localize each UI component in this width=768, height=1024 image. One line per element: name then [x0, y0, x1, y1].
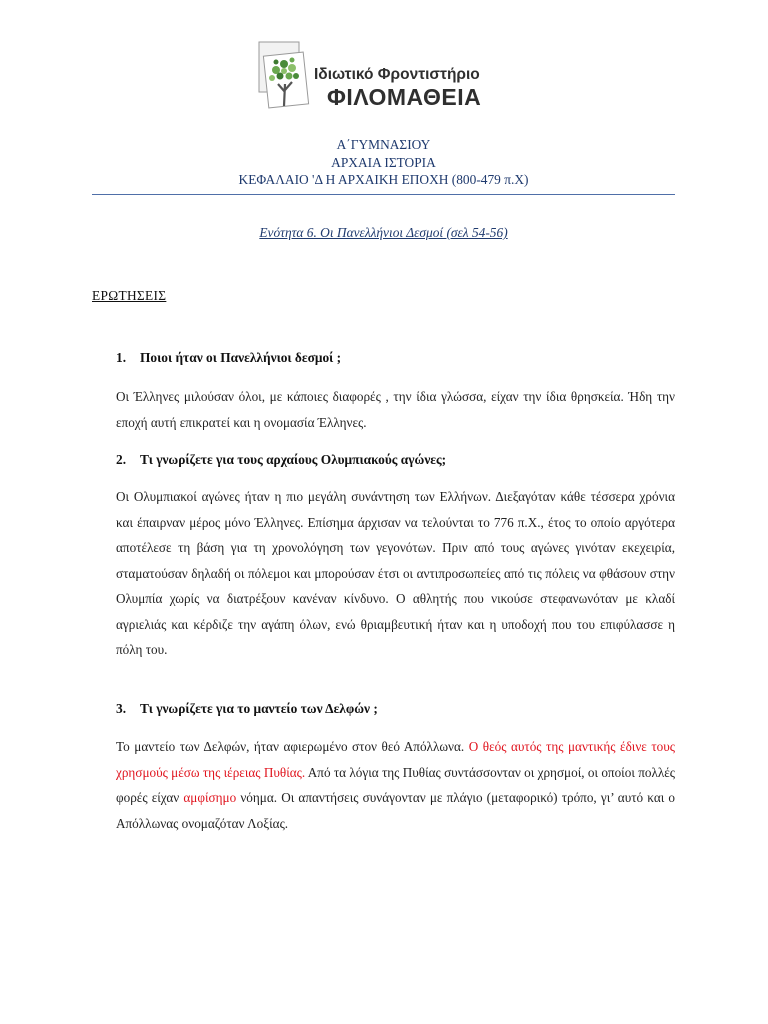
logo-title: ΦΙΛΟΜΑΘΕΙΑ: [327, 84, 482, 110]
question-number: 3.: [116, 701, 127, 716]
question-number: 1.: [116, 350, 127, 365]
question-text: Ποιοι ήταν οι Πανελλήνιοι δεσμοί ;: [140, 350, 342, 365]
class-line: Α΄ΓΥΜΝΑΣΙΟΥ: [336, 137, 431, 152]
question-text: Τι γνωρίζετε για το μαντείο των Δελφών ;: [140, 701, 378, 716]
answer-1: Οι Έλληνες μιλούσαν όλοι, με κάποιες διαφορές , την ίδια γλώσσα, είχαν την ίδια θρησκεία. Ήδη την εποχή αυτή επικρατεί και η ονομασία Έλληνες.: [116, 389, 675, 430]
document-header: [92, 136, 675, 189]
question-2: [116, 452, 446, 468]
answer-3: [116, 734, 675, 836]
highlighted-term: αμφίσημο: [183, 790, 237, 805]
school-logo: [256, 40, 536, 116]
tree-icon: [256, 40, 312, 116]
header-divider: [92, 194, 675, 195]
highlighted-text: Ο θεός αυτός της μαντικής έδινε τους χρησμούς μέσω της ιέρειας Πυθίας.: [116, 739, 675, 780]
unit-title: Ενότητα 6. Οι Πανελλήνιοι Δεσμοί (σελ 54-56): [259, 225, 508, 240]
answer-2: Οι Ολυμπιακοί αγώνες ήταν η πιο μεγάλη συνάντηση των Ελλήνων. Διεξαγόταν κάθε τέσσερα χρόνια και έπαιρναν μέρος μόνο Έλληνες. Επίσημα άρχισαν να τελούνται το 776 π.Χ., έτος το οποίο αργότερα αποτέλεσε τη βάση για τη χρονολόγηση των γεγονότων. Πριν από τους αγώνες γινόταν εκεχειρία, σταματούσαν δηλαδή οι πόλεμοι και μπορούσαν έτσι οι αντιπροσωπείες από τις πόλεις να φθάσουν στην Ολυμπία χωρίς να διατρέξουν κανέναν κίνδυνο. Ο αθλητής που νικούσε στεφανωνόταν με κλαδί αγριελιάς και κέρδιζε την αγάπη όλων, ενώ θριαμβευτική ήταν και η υποδοχή που του επιφύλασσε η πόλη του.: [116, 489, 675, 657]
logo-subtitle: Ιδιωτικό Φροντιστήριο: [314, 66, 480, 83]
questions-heading: ΕΡΩΤΗΣΕΙΣ: [92, 288, 167, 303]
chapter-line: ΚΕΦΑΛΑΙΟ 'Δ Η ΑΡΧΑΙΚΗ ΕΠΟΧΗ (800-479 π.Χ): [238, 172, 529, 187]
question-3: [116, 701, 378, 717]
answer-text: Από τα λόγια της Πυθίας συντάσσονταν οι χρησμοί, οι οποίοι πολλές φορές είχαν: [116, 764, 675, 805]
subject-line: ΑΡΧΑΙΑ ΙΣΤΟΡΙΑ: [331, 154, 436, 170]
question-1: [116, 350, 341, 366]
answer-text: νόημα. Οι απαντήσεις συνάγονταν με πλάγιο (μεταφορικό) τρόπο, γι’ αυτό και ο Απόλλωνας ονομαζόταν Λοξίας.: [116, 790, 676, 831]
question-number: 2.: [116, 452, 127, 467]
question-text: Τι γνωρίζετε για τους αρχαίους Ολυμπιακούς αγώνες;: [140, 452, 447, 467]
answer-text: Το μαντείο των Δελφών, ήταν αφιερωμένο στον θεό Απόλλωνα.: [116, 739, 465, 754]
